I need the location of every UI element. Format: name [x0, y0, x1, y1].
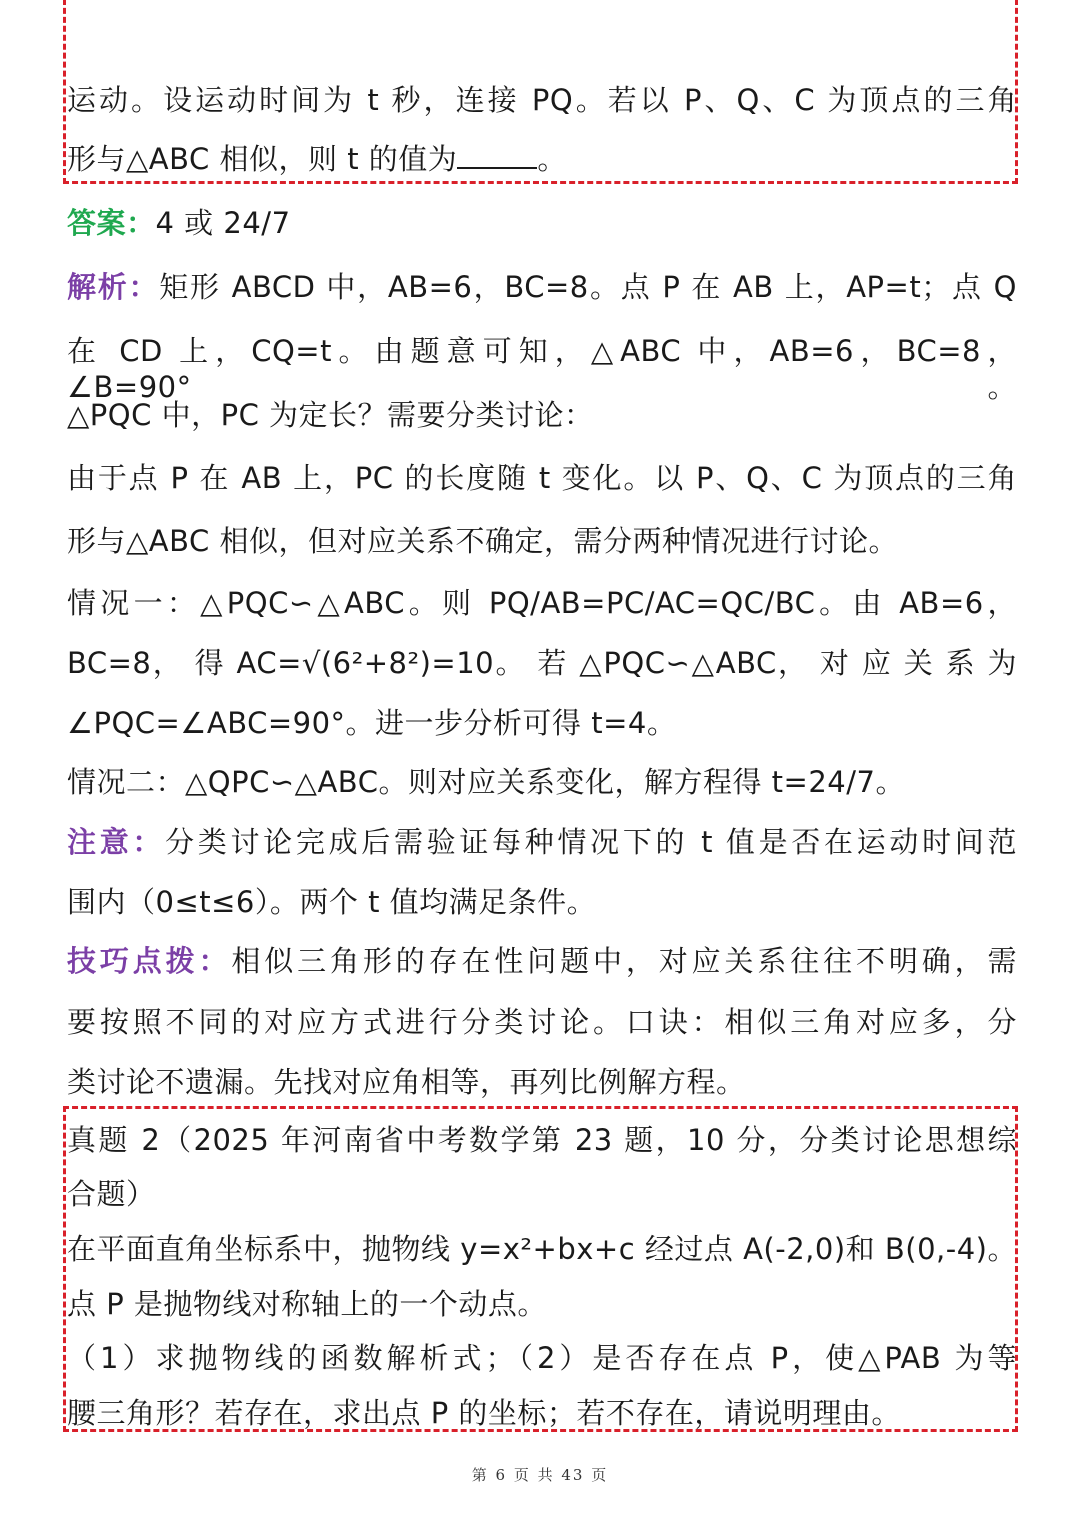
q1-line-2-end: 。 [537, 142, 567, 176]
analysis-line-6: 情况一：△PQC∽△ABC。则 PQ/AB=PC/AC=QC/BC。由 AB=6， [67, 586, 1017, 620]
answer-blank [457, 141, 537, 169]
analysis-line-7: BC=8， 得 AC=√(6²+8²)=10。 若 △PQC∽△ABC， 对 应 关 系 为 [67, 646, 1017, 680]
analysis-line-4: 由于点 P 在 AB 上，PC 的长度随 t 变化。以 P、Q、C 为顶点的三角 [67, 461, 1017, 495]
analysis-label: 解析： [67, 270, 160, 304]
note-line-1 [67, 824, 1017, 860]
q2-line-2: 合题） [67, 1177, 156, 1211]
analysis-line-8: ∠PQC=∠ABC=90°。进一步分析可得 t=4。 [67, 706, 677, 740]
analysis-line-1 [67, 269, 1017, 305]
q2-line-1: 真题 2（2025 年河南省中考数学第 23 题，10 分，分类讨论思想综 [67, 1123, 1017, 1157]
q2-line-3: 在平面直角坐标系中，抛物线 y=x²+bx+c 经过点 A(-2,0)和 B(0,-4)。 [67, 1232, 1017, 1266]
q1-line-1: 运动。设运动时间为 t 秒，连接 PQ。若以 P、Q、C 为顶点的三角 [67, 83, 1017, 117]
tip-line-3: 类讨论不遗漏。先找对应角相等，再列比例解方程。 [67, 1065, 746, 1099]
q2-line-6: 腰三角形？若存在，求出点 P 的坐标；若不存在，请说明理由。 [67, 1396, 901, 1430]
analysis-line-2: 在 CD 上，CQ=t。由题意可知，△ABC 中，AB=6，BC=8，∠B=90°。 [67, 334, 1017, 404]
note-label: 注意： [67, 825, 166, 859]
answer-label: 答案： [67, 206, 156, 240]
note-line-2: 围内（0≤t≤6）。两个 t 值均满足条件。 [67, 885, 597, 919]
q2-line-5: （1）求抛物线的函数解析式；（2）是否存在点 P，使△PAB 为等 [67, 1341, 1017, 1375]
tip-line-1 [67, 943, 1017, 979]
q1-line-2 [67, 141, 1017, 177]
answer-value: 4 或 24/7 [155, 206, 291, 240]
tip-line-2: 要按照不同的对应方式进行分类讨论。口诀：相似三角对应多，分 [67, 1005, 1017, 1039]
q1-line-2-text: 形与△ABC 相似，则 t 的值为 [67, 142, 458, 176]
analysis-line-5: 形与△ABC 相似，但对应关系不确定，需分两种情况进行讨论。 [67, 524, 898, 558]
analysis-text-1: 矩形 ABCD 中，AB=6，BC=8。点 P 在 AB 上，AP=t；点 Q [159, 270, 1017, 304]
note-text-1: 分类讨论完成后需验证每种情况下的 t 值是否在运动时间范 [165, 825, 1017, 859]
answer-line [67, 205, 1017, 241]
analysis-line-3: △PQC 中，PC 为定长？需要分类讨论： [67, 398, 594, 432]
q2-line-4: 点 P 是抛物线对称轴上的一个动点。 [67, 1287, 547, 1321]
tip-text-1: 相似三角形的存在性问题中，对应关系往往不明确，需 [231, 944, 1017, 978]
analysis-line-9: 情况二：△QPC∽△ABC。则对应关系变化，解方程得 t=24/7。 [67, 765, 905, 799]
tip-label: 技巧点拨： [67, 944, 232, 978]
page-number: 第 6 页 共 43 页 [471, 1466, 609, 1484]
